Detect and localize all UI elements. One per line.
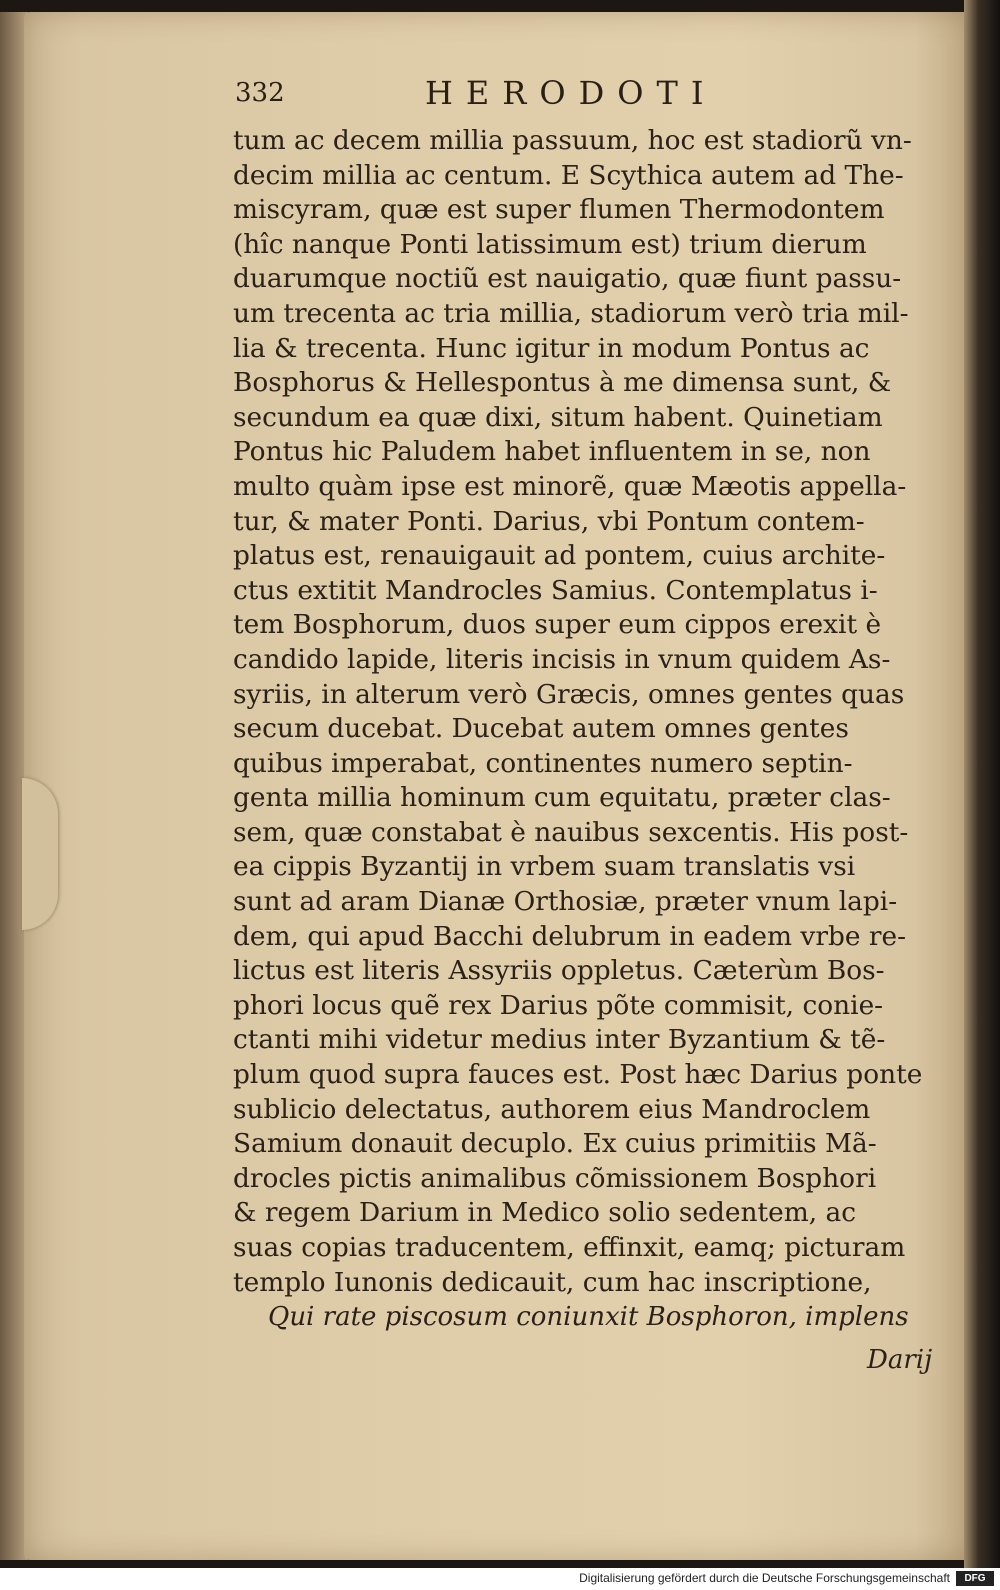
text-line: Pontus hic Paludem habet influentem in se, non	[233, 436, 871, 468]
running-head: HERODOTI	[425, 74, 717, 112]
text-line: tem Bosphorum, duos super eum cippos erexit è	[233, 609, 882, 641]
text-line: genta millia hominum cum equitatu, præter clas-	[233, 782, 891, 814]
page-number: 332	[235, 78, 285, 108]
text-line: phori locus quẽ rex Darius põte commisit, conie-	[233, 989, 884, 1021]
text-line: sublicio delectatus, authorem eius Mandroclem	[233, 1093, 871, 1125]
dfg-logo: DFG	[956, 1571, 994, 1586]
text-line: templo Iunonis dedicauit, cum hac inscriptione,	[233, 1266, 872, 1298]
text-line: tur, & mater Ponti. Darius, vbi Pontum contem-	[233, 505, 865, 537]
verse-line: Qui rate piscosum coniunxit Bosphoron, implens	[268, 1302, 909, 1332]
page-edge-shadow	[964, 0, 1000, 1568]
text-line: multo quàm ipse est minorẽ, quæ Mæotis appella-	[233, 470, 907, 502]
text-line: plum quod supra fauces est. Post hæc Darius ponte	[233, 1059, 923, 1091]
page-header	[235, 74, 935, 114]
text-line: tum ac decem millia passuum, hoc est stadiorũ vn-	[233, 125, 912, 156]
text-line: lia & trecenta. Hunc igitur in modum Pontus ac	[233, 332, 870, 364]
text-line: duarumque noctiũ est nauigatio, quæ fiunt passu-	[233, 263, 902, 295]
text-line: sunt ad aram Dianæ Orthosiæ, præter vnum lapi-	[233, 886, 898, 918]
text-line: quibus imperabat, continentes numero septin-	[233, 747, 853, 779]
digitization-credit: Digitalisierung gefördert durch die Deutsche Forschungsgemeinschaft	[579, 1571, 950, 1585]
text-line: sem, quæ constabat è nauibus sexcentis. His post-	[233, 816, 909, 848]
body-text	[233, 124, 948, 1300]
text-line: secum ducebat. Ducebat autem omnes gentes	[233, 713, 849, 745]
text-line: ctanti mihi videtur medius inter Byzantium & tẽ-	[233, 1024, 886, 1056]
text-line: miscyram, quæ est super flumen Thermodontem	[233, 194, 885, 226]
page-tab	[22, 778, 58, 930]
text-line: secundum ea quæ dixi, situm habent. Quinetiam	[233, 401, 883, 433]
text-line: (hîc nanque Ponti latissimum est) trium dierum	[233, 228, 867, 260]
text-line: Bosphorus & Hellespontus à me dimensa sunt, &	[233, 367, 892, 399]
text-line: um trecenta ac tria millia, stadiorum verò tria mil-	[233, 297, 909, 329]
text-line: dem, qui apud Bacchi delubrum in eadem vrbe re-	[233, 920, 906, 952]
text-line: syriis, in alterum verò Græcis, omnes gentes quas	[233, 678, 905, 710]
catchword: Darij	[867, 1345, 933, 1375]
text-line: Samium donauit decuplo. Ex cuius primitiis Mã-	[233, 1128, 877, 1160]
text-line: & regem Darium in Medico solio sedentem, ac	[233, 1197, 857, 1229]
text-line: drocles pictis animalibus cõmissionem Bosphori	[233, 1162, 877, 1194]
text-line: suas copias traducentem, effinxit, eamq; picturam	[233, 1232, 906, 1263]
text-line: ctus extitit Mandrocles Samius. Contemplatus i-	[233, 574, 878, 606]
text-line: candido lapide, literis incisis in vnum quidem As-	[233, 643, 891, 675]
text-line: platus est, renauigauit ad pontem, cuius archite-	[233, 540, 886, 572]
text-line: ea cippis Byzantij in vrbem suam translatis vsi	[233, 851, 856, 883]
footer-bar	[0, 1568, 1000, 1590]
text-line: decim millia ac centum. E Scythica autem ad The-	[233, 159, 904, 191]
text-line: lictus est literis Assyriis oppletus. Cæterùm Bos-	[233, 955, 885, 987]
